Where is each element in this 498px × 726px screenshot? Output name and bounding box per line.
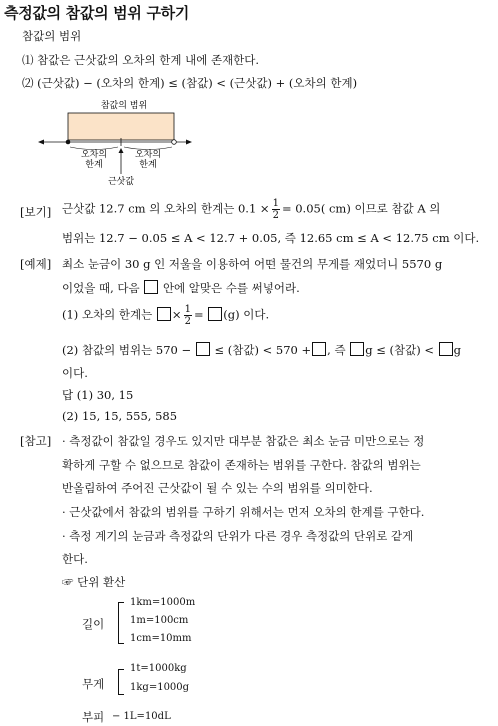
note-line-1: · 측정값이 참값일 경우도 있지만 대부분 참값은 최소 눈금 미만으로는 정 [62, 434, 425, 448]
weight-conversion-1: 1t=1000kg [130, 663, 187, 674]
answer-box-1[interactable] [157, 307, 171, 321]
question-2-a: (2) 참값의 범위는 570 − [62, 343, 192, 357]
volume-label: 부피 [82, 710, 105, 724]
question-2 [62, 342, 461, 358]
example-fraction [272, 198, 280, 221]
question-1-times: × [171, 307, 182, 322]
note-line-2: 확하게 구할 수 없으므로 참값이 존재하는 범위를 구한다. 참값의 범위는 [62, 458, 421, 472]
exercise-line-2-b: 안에 알맞은 수를 써넣어라. [162, 281, 300, 295]
length-conversion-2: 1m=100cm [130, 615, 189, 626]
note-line-3: 반올림하여 주어진 근삿값이 될 수 있는 수의 범위를 의미한다. [62, 481, 373, 495]
right-error-label-1: 오차의 [134, 150, 162, 160]
right-arrow-icon [186, 140, 192, 145]
up-arrow-icon [119, 148, 124, 153]
answer-box-4[interactable] [312, 342, 326, 356]
true-value-range-rect [68, 113, 174, 140]
q1-fraction-numerator: 1 [184, 304, 191, 315]
example-line-1 [62, 198, 440, 221]
exercise-tag: [예제] [20, 257, 52, 271]
weight-bracket [118, 669, 124, 695]
question-1-d: (g) 이다. [223, 307, 270, 322]
question-2-d: g ≤ (참값) < [365, 343, 435, 357]
answer-box-3[interactable] [196, 342, 210, 356]
note-line-6: 한다. [62, 552, 88, 566]
approx-value-label: 근삿값 [107, 177, 135, 187]
question-1 [62, 304, 269, 327]
answer-box-2[interactable] [208, 307, 222, 321]
question-1-equals: = [193, 307, 204, 322]
exercise-line-1: 최소 눈금이 30 g 인 저울을 이용하여 어떤 물건의 무게를 재었더니 5570 g [62, 257, 443, 271]
example-tag: [보기] [20, 205, 52, 219]
rule-item-2: ⑵ (근삿값) − (오차의 한계) ≤ (참값) < (근삿값) + (오차의 한계) [22, 76, 358, 90]
note-line-4: · 근삿값에서 참값의 범위를 구하기 위해서는 먼저 오차의 한계를 구한다. [62, 505, 425, 519]
open-endpoint-dot [172, 140, 177, 145]
question-2-b: ≤ (참값) < 570 + [214, 343, 312, 357]
unit-conversion-title: ☞ 단위 환산 [62, 575, 126, 589]
range-heading: 참값의 범위 [22, 29, 82, 43]
diagram-top-label: 참값의 범위 [100, 101, 148, 111]
left-arrow-icon [38, 140, 44, 145]
note-tag: [참고] [20, 434, 52, 448]
blank-box[interactable] [144, 280, 158, 294]
question-2-end: 이다. [62, 366, 88, 380]
answer-box-6[interactable] [439, 342, 453, 356]
weight-conversion-2: 1kg=1000g [130, 682, 190, 693]
rule-item-1: ⑴ 참값은 근삿값의 오차의 한계 내에 존재한다. [22, 53, 260, 67]
page-title: 측정값의 참값의 범위 구하기 [4, 4, 190, 22]
example-line-2: 범위는 12.7 − 0.05 ≤ A < 12.7 + 0.05, 즉 12.65 cm ≤ A < 12.75 cm 이다. [62, 231, 480, 245]
question-2-e: g [453, 343, 462, 357]
left-error-label-2: 한계 [85, 160, 103, 170]
fraction-denominator: 2 [272, 210, 279, 221]
exercise-line-2-a: 이었을 때, 다음 [62, 281, 140, 295]
fraction-numerator: 1 [272, 198, 279, 209]
example-line-1-a: 근삿값 12.7 cm 의 오차의 한계는 0.1 × [62, 201, 270, 216]
length-conversion-1: 1km=1000m [130, 597, 196, 608]
question-1-a: (1) 오차의 한계는 [62, 307, 153, 322]
question-2-c: , 즉 [327, 343, 346, 357]
q1-fraction-denominator: 2 [184, 316, 191, 327]
left-error-label-1: 오차의 [80, 150, 108, 160]
closed-endpoint-dot [66, 140, 71, 145]
exercise-line-2 [62, 280, 300, 296]
answer-box-5[interactable] [350, 342, 364, 356]
note-line-5: · 측정 계기의 눈금과 측정값의 단위가 다른 경우 측정값의 단위로 같게 [62, 529, 414, 543]
weight-label: 무게 [82, 677, 105, 691]
question-1-fraction [184, 304, 192, 327]
answer-2: (2) 15, 15, 555, 585 [62, 409, 178, 423]
length-conversion-3: 1cm=10mm [130, 633, 192, 644]
length-label: 길이 [82, 617, 105, 631]
volume-conversion-1: − 1L=10dL [112, 711, 171, 722]
length-bracket [118, 602, 124, 644]
right-error-label-2: 한계 [139, 160, 157, 170]
example-line-1-b: = 0.05( cm) 이므로 참값 A 의 [281, 201, 441, 216]
error-range-diagram [36, 95, 196, 187]
answer-1: 답 (1) 30, 15 [62, 388, 134, 402]
